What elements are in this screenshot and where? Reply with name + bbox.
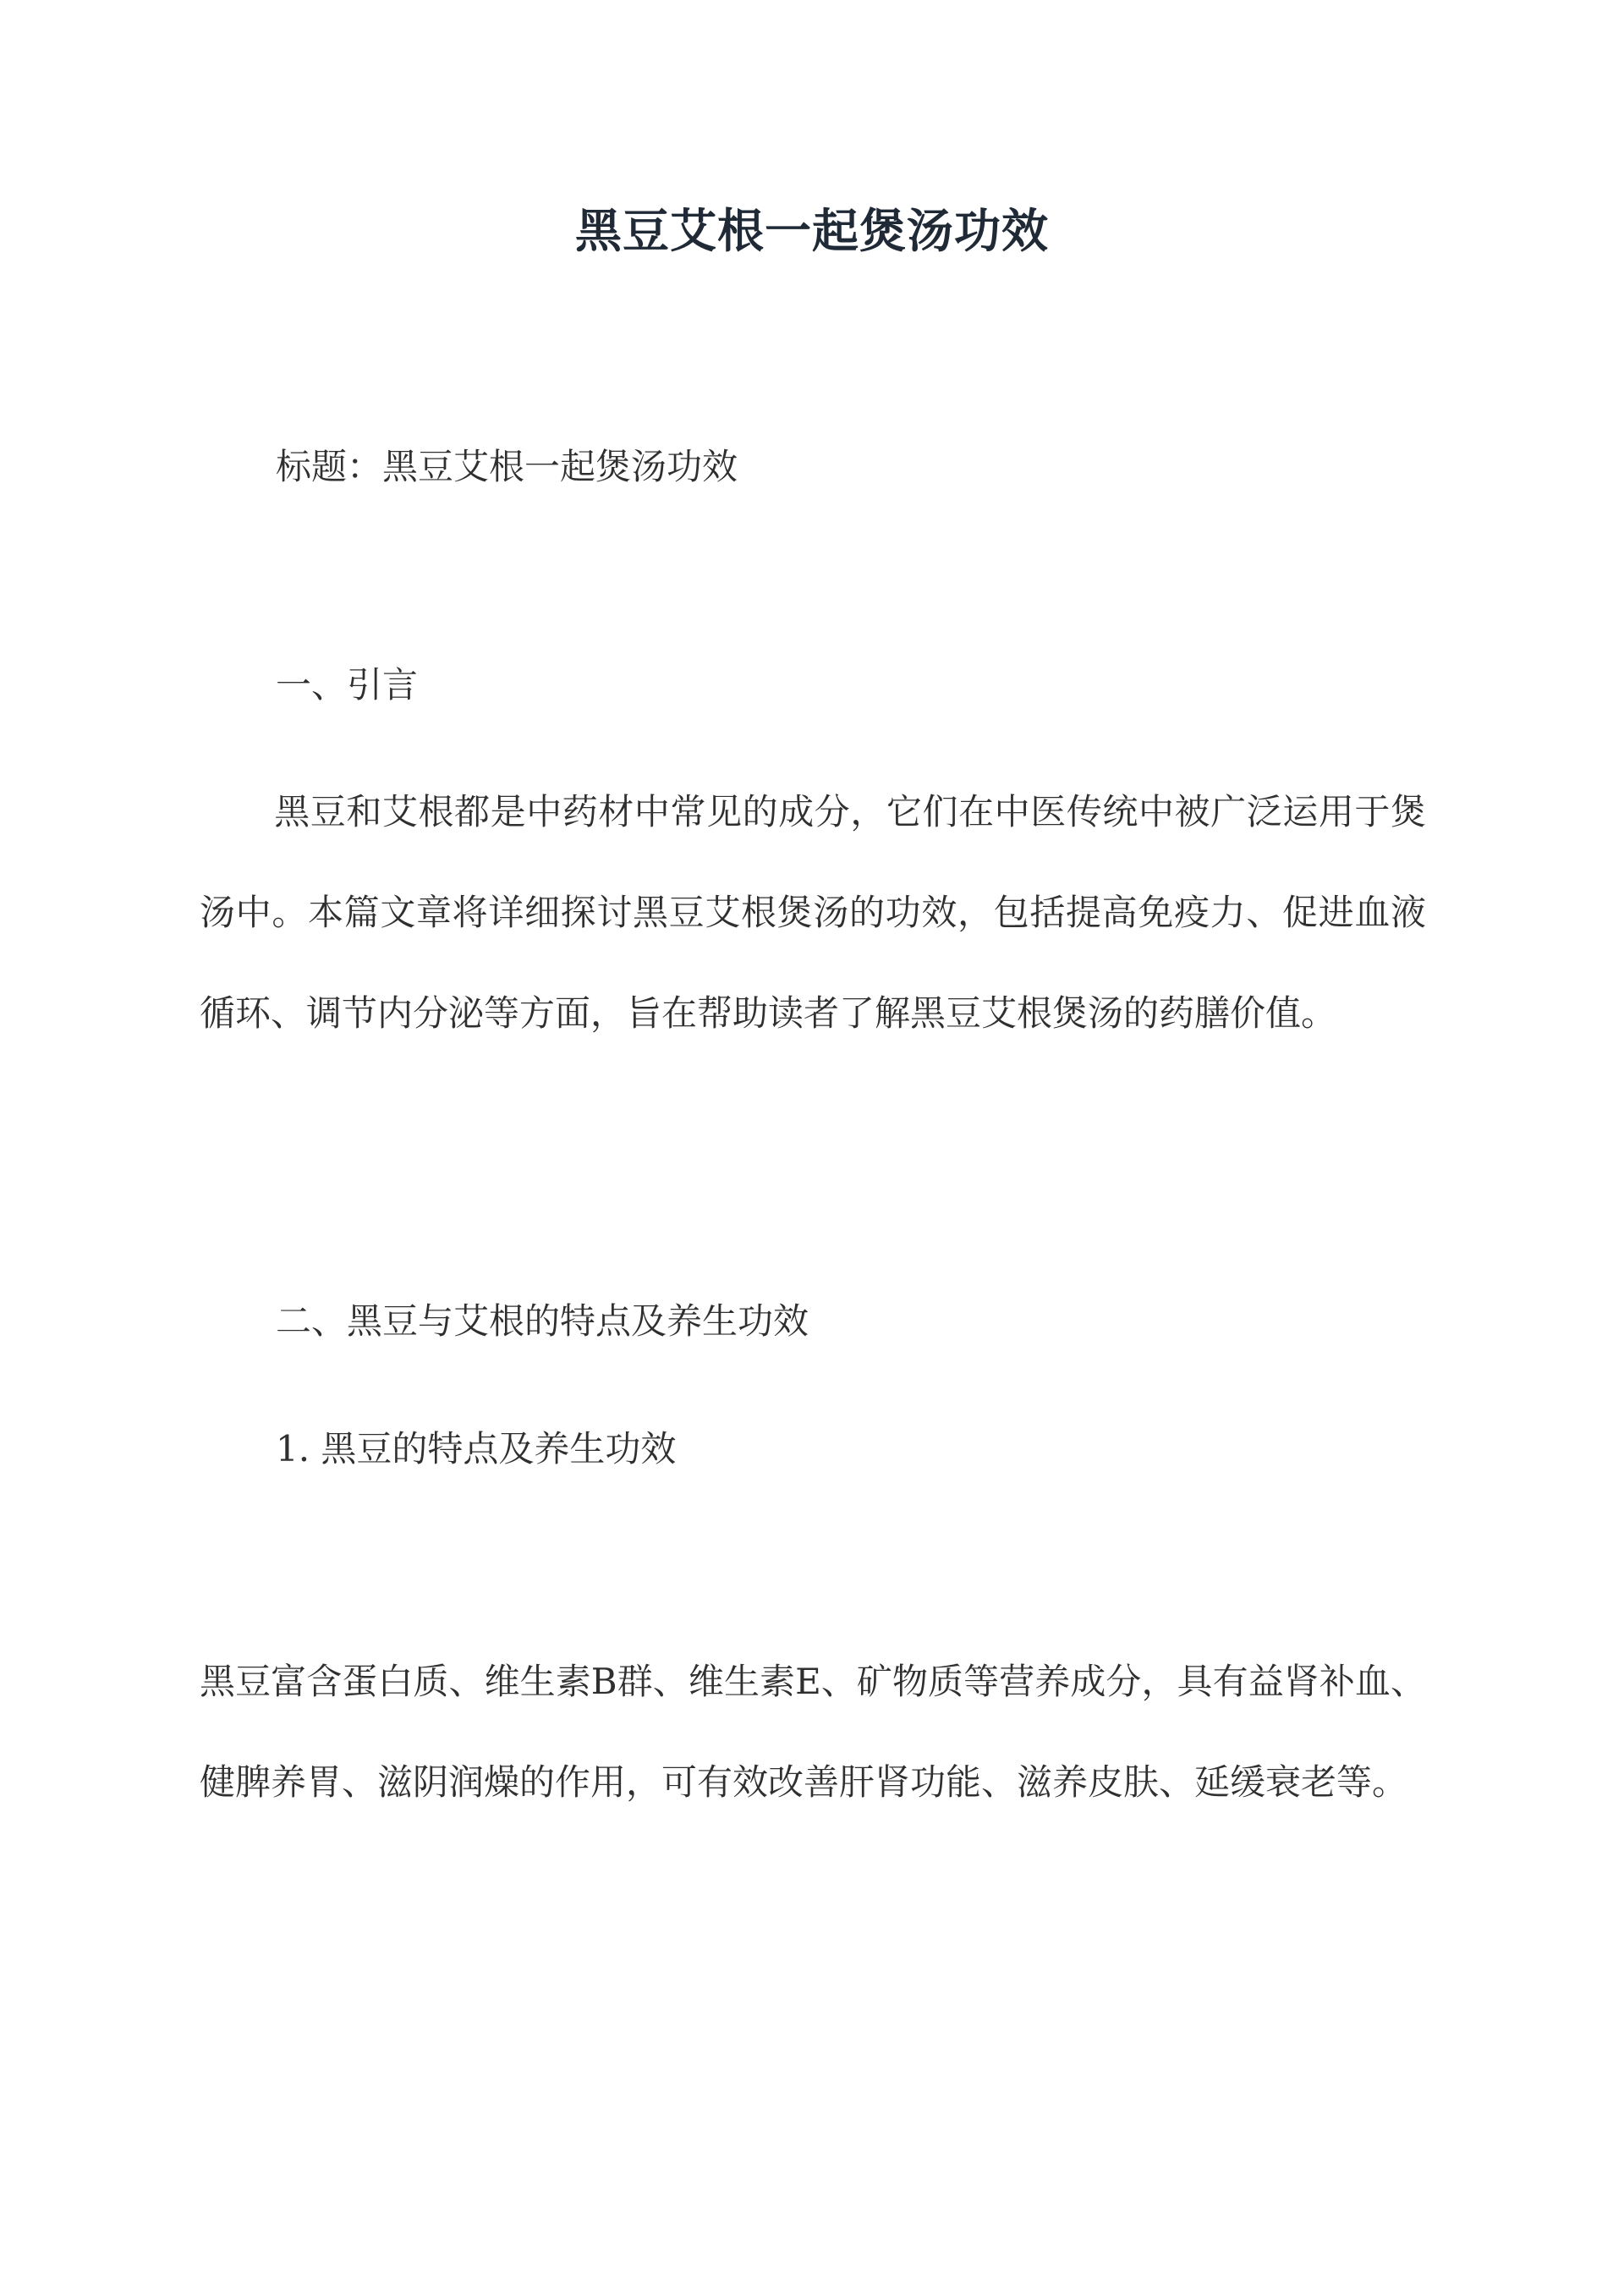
document-title: 黑豆艾根一起煲汤功效	[574, 203, 1049, 258]
section-heading-characteristics: 二、黑豆与艾根的特点及养生功效	[276, 1300, 809, 1342]
black-bean-paragraph: 黑豆富含蛋白质、维生素B群、维生素E、矿物质等营养成分，具有益肾补血、健脾养胃、滋阴润燥的作用，可有效改善肝肾功能、滋养皮肤、延缓衰老等。	[200, 1661, 1426, 1803]
section-heading-introduction: 一、引言	[276, 664, 419, 706]
subsection-heading-black-bean: 1. 黑豆的特点及养生功效	[276, 1428, 677, 1469]
introduction-paragraph: 黑豆和艾根都是中药材中常见的成分，它们在中医传统中被广泛运用于煲汤中。本篇文章将详细探讨黑豆艾根煲汤的功效，包括提高免疫力、促进血液循环、调节内分泌等方面，旨在帮助读者了解黑豆艾根煲汤的药膳价值。	[200, 791, 1426, 1034]
subtitle-line: 标题：黑豆艾根一起煲汤功效	[276, 446, 738, 487]
